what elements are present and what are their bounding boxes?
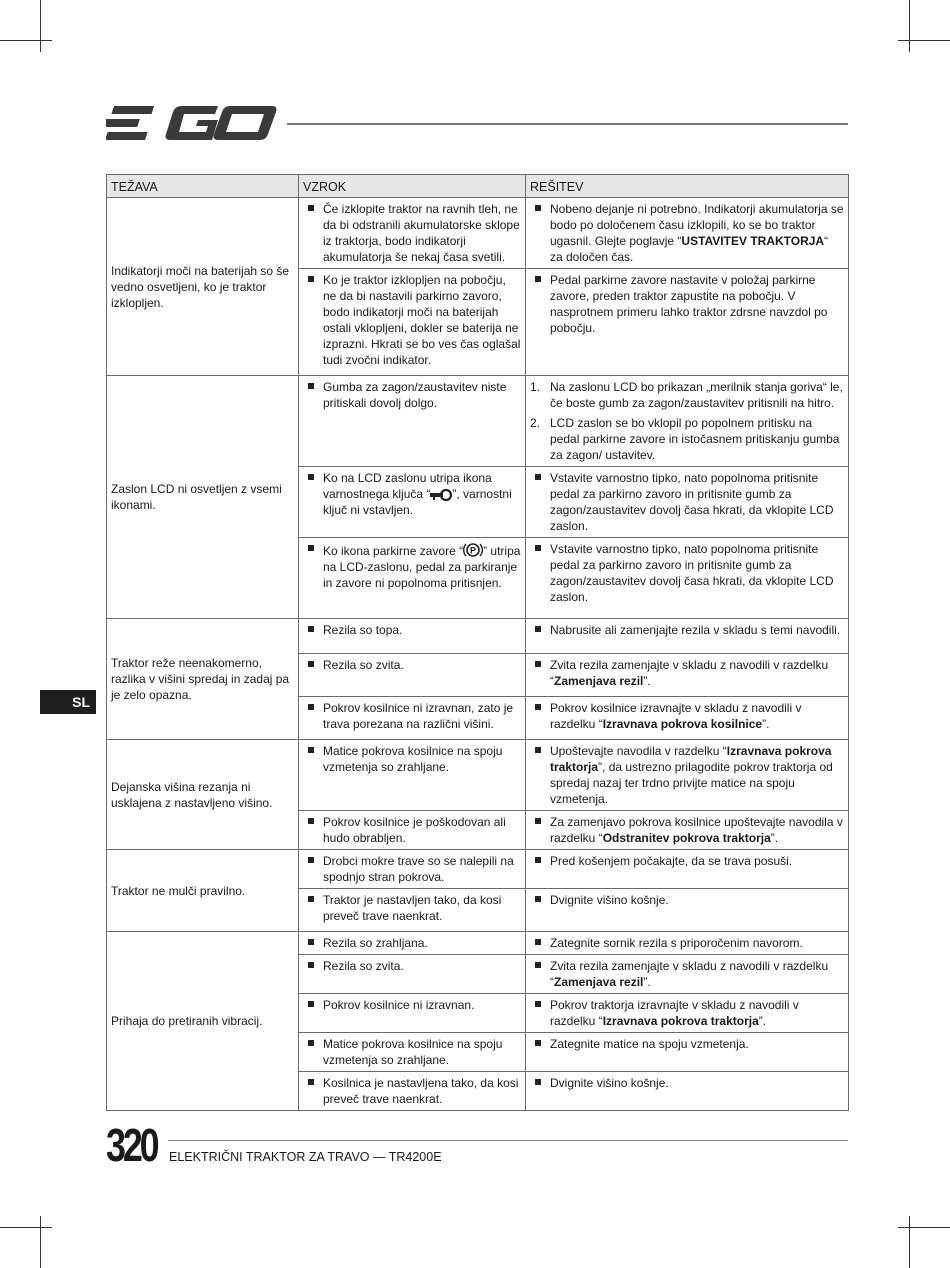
table-row xyxy=(107,740,849,811)
header-rule xyxy=(287,123,848,125)
problem-cell: Indikatorji moči na baterijah so še vedno osvetljeni, ko je traktor izklopljen. xyxy=(107,198,299,376)
footer-rule xyxy=(168,1140,848,1141)
crop-mark xyxy=(909,1216,910,1268)
cause-cell: Traktor je nastavljen tako, da kosi preveč trave naenkrat. xyxy=(299,889,526,932)
cause-cell: Pokrov kosilnice ni izravnan. xyxy=(299,994,526,1033)
ego-logo xyxy=(106,100,278,146)
cause-cell: Ko je traktor izklopljen na pobočju, ne da bi nastavili parkirno zavoro, bodo indikatorji moči na baterijah ostali vklopljeni, dokler se baterija ne izprazni. Hkrati se bo ves čas oglašal tudi zvočni indikator. xyxy=(299,269,526,376)
cause-cell: Ko na LCD zaslonu utripa ikona varnostnega ključa “ ”, varnostni ključ ni vstavljen. xyxy=(299,467,526,538)
table-header-row xyxy=(107,175,849,198)
cause-cell: Matice pokrova kosilnice na spoju vzmetenja so zrahljane. xyxy=(299,1033,526,1072)
crop-mark xyxy=(898,40,950,41)
problem-cell: Traktor ne mulči pravilno. xyxy=(107,850,299,932)
cause-cell: Rezila so zvita. xyxy=(299,955,526,994)
crop-mark xyxy=(40,0,41,52)
crop-mark xyxy=(0,1227,52,1228)
solution-cell: Zvita rezila zamenjajte v skladu z navodili v razdelku “Zamenjava rezil”. xyxy=(526,955,849,994)
cause-cell: Kosilnica je nastavljena tako, da kosi preveč trave naenkrat. xyxy=(299,1072,526,1111)
solution-cell: Dvignite višino košnje. xyxy=(526,889,849,932)
table-row xyxy=(107,850,849,889)
solution-cell: Pred košenjem počakajte, da se trava posuši. xyxy=(526,850,849,889)
key-icon xyxy=(430,488,452,502)
language-tab: SL xyxy=(40,690,96,714)
problem-cell: Zaslon LCD ni osvetljen z vsemi ikonami. xyxy=(107,376,299,619)
solution-cell: Vstavite varnostno tipko, nato popolnoma pritisnite pedal za parkirno zavoro in pritisnite gumb za zagon/zaustavitev dovolj časa hkrati, da vklopite LCD zaslon. xyxy=(526,538,849,619)
cause-cell: Rezila so zvita. xyxy=(299,654,526,697)
table-row xyxy=(107,198,849,269)
solution-cell: Nobeno dejanje ni potrebno. Indikatorji akumulatorja se bodo po določenem času izklopili, ko se bo traktor ugasnil. Glejte poglavje “USTAVITEV TRAKTORJA“ za določen čas. xyxy=(526,198,849,269)
cause-cell: Gumba za zagon/zaustavitev niste pritiskali dovolj dolgo. xyxy=(299,376,526,467)
solution-cell: Za zamenjavo pokrova kosilnice upoštevajte navodila v razdelku “Odstranitev pokrova traktorja”. xyxy=(526,811,849,850)
cause-cell: Rezila so zrahljana. xyxy=(299,932,526,955)
cause-cell: Pokrov kosilnice ni izravnan, zato je trava porezana na različni višini. xyxy=(299,697,526,740)
crop-mark xyxy=(0,40,52,41)
step-item: 1. Na zaslonu LCD bo prikazan „merilnik stanja goriva“ le, če boste gumb za zagon/zaustavitev pritisnili na hitro. xyxy=(530,380,843,410)
table-row xyxy=(107,376,849,467)
solution-cell: Upoštevajte navodila v razdelku “Izravnava pokrova traktorja”, da ustrezno prilagodite pokrov traktorja od spredaj nazaj ter trdno privijte matice na spoju vzmetenja. xyxy=(526,740,849,811)
footer-title: ELEKTRIČNI TRAKTOR ZA TRAVO — TR4200E xyxy=(169,1150,442,1164)
problem-cell: Prihaja do pretiranih vibracij. xyxy=(107,932,299,1111)
solution-cell: Vstavite varnostno tipko, nato popolnoma pritisnite pedal za parkirno zavoro in pritisnite gumb za zagon/zaustavitev dovolj časa hkrati, da vklopite LCD zaslon. xyxy=(526,467,849,538)
solution-cell: Zategnite sornik rezila s priporočenim navorom. xyxy=(526,932,849,955)
crop-mark xyxy=(909,0,910,52)
solution-cell: Zategnite matice na spoju vzmetenja. xyxy=(526,1033,849,1072)
solution-cell: Zvita rezila zamenjajte v skladu z navodili v razdelku “Zamenjava rezil”. xyxy=(526,654,849,697)
cause-cell: Matice pokrova kosilnice na spoju vzmetenja so zrahljane. xyxy=(299,740,526,811)
solution-cell: Pokrov traktorja izravnajte v skladu z navodili v razdelku “Izravnava pokrova traktorja”. xyxy=(526,994,849,1033)
header-cause: VZROK xyxy=(299,175,526,198)
solution-cell: Dvignite višino košnje. xyxy=(526,1072,849,1111)
step-item: 2. LCD zaslon se bo vklopil po popolnem pritisku na pedal parkirne zavore in istočasnem pritiskanju gumba za zagon/ ustavitev. xyxy=(530,416,840,462)
problem-cell: Traktor reže neenakomerno, razlika v višini spredaj in zadaj pa je zelo opazna. xyxy=(107,619,299,740)
crop-mark xyxy=(898,1227,950,1228)
page-number: 320 xyxy=(106,1119,157,1171)
header-problem: TEŽAVA xyxy=(107,175,299,198)
table-row xyxy=(107,619,849,654)
cause-cell: Rezila so topa. xyxy=(299,619,526,654)
troubleshooting-table xyxy=(106,174,849,1111)
cause-cell: Ko ikona parkirne zavore “ P ” utripa na LCD-zaslonu, pedal za parkiranje in zavore ni popolnoma pritisnjen. xyxy=(299,538,526,619)
header-solution: REŠITEV xyxy=(526,175,849,198)
parking-brake-icon xyxy=(463,541,483,559)
cause-cell: Drobci mokre trave so se nalepili na spodnjo stran pokrova. xyxy=(299,850,526,889)
svg-text:P: P xyxy=(470,545,477,556)
solution-cell: Nabrusite ali zamenjajte rezila v skladu s temi navodili. xyxy=(526,619,849,654)
solution-cell xyxy=(526,376,849,467)
table-row xyxy=(107,932,849,955)
solution-cell: Pedal parkirne zavore nastavite v položaj parkirne zavore, preden traktor zapustite na pobočju. V nasprotnem primeru lahko traktor zdrsne navzdol po pobočju. xyxy=(526,269,849,376)
cause-cell: Če izklopite traktor na ravnih tleh, ne da bi odstranili akumulatorske sklope iz traktorja, bodo indikatorji akumulatorja še nekaj časa svetili. xyxy=(299,198,526,269)
solution-cell: Pokrov kosilnice izravnajte v skladu z navodili v razdelku “Izravnava pokrova kosilnice”. xyxy=(526,697,849,740)
cause-cell: Pokrov kosilnice je poškodovan ali hudo obrabljen. xyxy=(299,811,526,850)
problem-cell: Dejanska višina rezanja ni usklajena z nastavljeno višino. xyxy=(107,740,299,850)
crop-mark xyxy=(40,1216,41,1268)
